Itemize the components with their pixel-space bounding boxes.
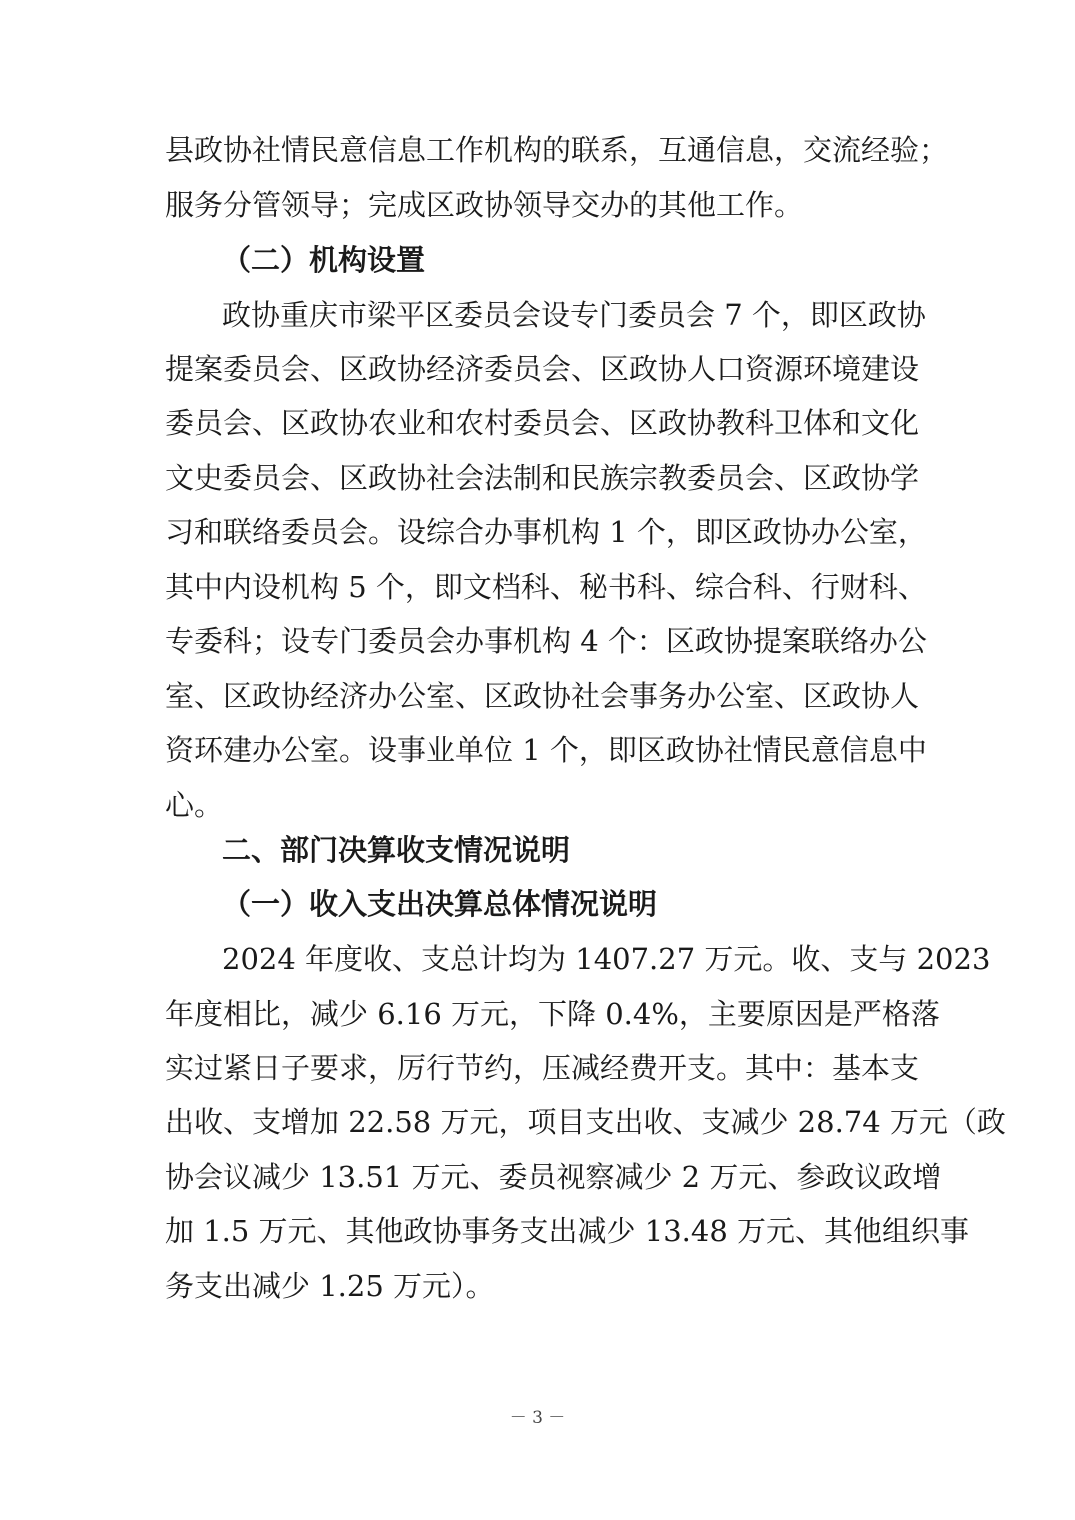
summary-line-7: 务支出减少 1.25 万元）。 xyxy=(165,1269,495,1303)
summary-line-4: 出收、支增加 22.58 万元，项目支出收、支减少 28.74 万元（政 xyxy=(165,1105,1006,1139)
org-line-2: 提案委员会、区政协经济委员会、区政协人口资源环境建设 xyxy=(165,352,920,386)
section-heading-two: 二、部门决算收支情况说明 xyxy=(222,833,571,867)
section-heading-org: （二）机构设置 xyxy=(222,243,426,277)
page-number: － 3 － xyxy=(509,1408,566,1428)
org-line-3: 委员会、区政协农业和农村委员会、区政协教科卫体和文化 xyxy=(165,406,920,440)
section-heading-two-1: （一）收入支出决算总体情况说明 xyxy=(222,887,658,921)
summary-line-2: 年度相比，减少 6.16 万元，下降 0.4%，主要原因是严格落 xyxy=(165,997,940,1031)
org-line-8: 室、区政协经济办公室、区政协社会事务办公室、区政协人 xyxy=(165,679,920,713)
org-line-6: 其中内设机构 5 个，即文档科、秘书科、综合科、行财科、 xyxy=(165,570,927,604)
org-line-4: 文史委员会、区政协社会法制和民族宗教委员会、区政协学 xyxy=(165,461,920,495)
summary-line-5: 协会议减少 13.51 万元、委员视察减少 2 万元、参政议政增 xyxy=(165,1160,942,1194)
summary-line-1: 2024 年度收、支总计均为 1407.27 万元。收、支与 2023 xyxy=(222,942,991,976)
org-line-7: 专委科；设专门委员会办事机构 4 个：区政协提案联络办公 xyxy=(165,624,927,658)
org-line-5: 习和联络委员会。设综合办事机构 1 个，即区政协办公室， xyxy=(165,515,927,549)
summary-line-3: 实过紧日子要求，厉行节约，压减经费开支。其中：基本支 xyxy=(165,1051,920,1085)
intro-line-2: 服务分管领导；完成区政协领导交办的其他工作。 xyxy=(165,188,804,222)
org-line-9: 资环建办公室。设事业单位 1 个，即区政协社情民意信息中 xyxy=(165,733,927,767)
summary-line-6: 加 1.5 万元、其他政协事务支出减少 13.48 万元、其他组织事 xyxy=(165,1214,970,1248)
org-line-10: 心。 xyxy=(165,788,224,822)
org-line-1: 政协重庆市梁平区委员会设专门委员会 7 个，即区政协 xyxy=(222,298,926,332)
intro-line-1: 县政协社情民意信息工作机构的联系，互通信息，交流经验； xyxy=(165,133,949,167)
